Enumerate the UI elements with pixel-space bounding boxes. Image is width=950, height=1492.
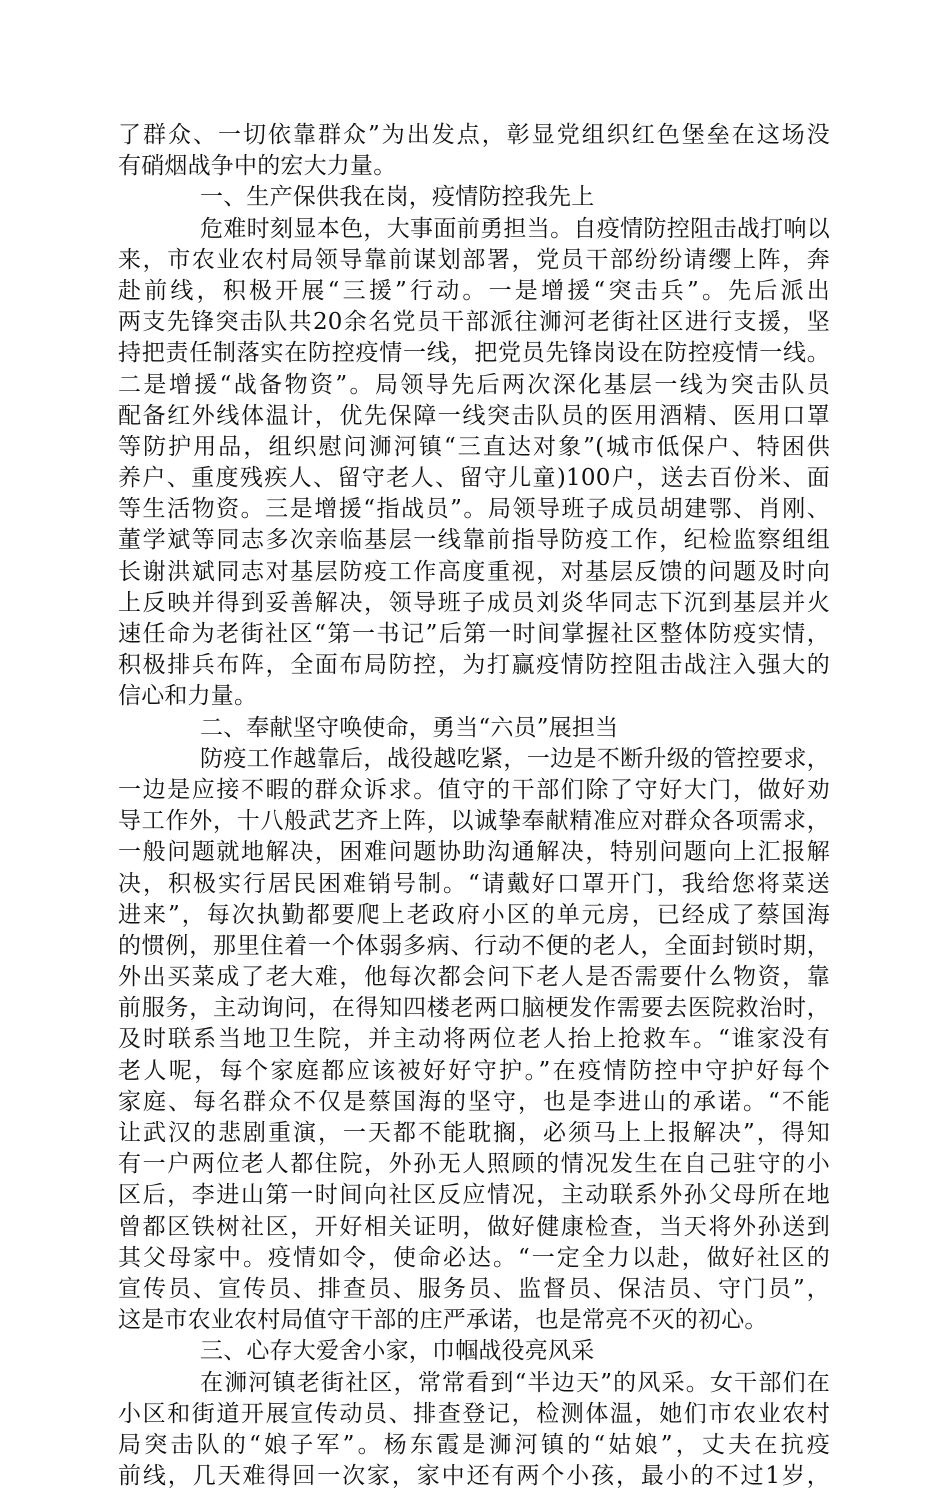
text-line: 家庭、每名群众不仅是蔡国海的坚守，也是李进山的承诺。“不能 [118,1088,830,1115]
text-line: 外出买菜成了老大难，他每次都会问下老人是否需要什么物资，靠 [118,964,830,991]
text-line: 导工作外，十八般武艺齐上阵，以诚挚奉献精准应对群众各项需求， [118,808,830,835]
text-line: 曾都区铁树社区，开好相关证明，做好健康检查，当天将外孙送到 [118,1213,830,1240]
text-line: 老人呢，每个家庭都应该被好好守护。”在疫情防控中守护好每个 [118,1057,830,1084]
section-heading: 三、心存大爱舍小家，巾帼战役亮风采 [200,1338,595,1365]
text-line: 养户、重度残疾人、留守老人、留守儿童)100户，送去百份米、面 [118,465,830,492]
document-page [118,120,830,1492]
text-line: 上反映并得到妥善解决，领导班子成员刘炎华同志下沉到基层并火 [118,589,830,616]
text-line: 速任命为老街社区“第一书记”后第一时间掌握社区整体防疫实情， [118,621,830,647]
text-line: 防疫工作越靠后，战役越吃紧，一边是不断升级的管控要求， [200,745,830,772]
text-line: 小区和街道开展宣传动员、排查登记，检测体温，她们市农业农村 [118,1400,830,1427]
text-line: 局突击队的“娘子军”。杨东霞是浉河镇的“姑娘”，丈夫在抗疫 [118,1431,830,1458]
text-line: 了群众、一切依靠群众”为出发点，彰显党组织红色堡垒在这场没 [118,122,830,148]
text-line: 赴前线，积极开展“三援”行动。一是增援“突击兵”。先后派出 [118,277,830,304]
text-line: 积极排兵布阵，全面布局防控，为打赢疫情防控阻击战注入强大的 [118,652,830,679]
text-line: 持把责任制落实在防控疫情一线，把党员先锋岗设在防控疫情一线。 [118,340,830,367]
section-heading: 一、生产保供我在岗，疫情防控我先上 [200,184,595,211]
text-line: 有一户两位老人都住院，外孙无人照顾的情况发生在自己驻守的小 [118,1151,830,1178]
text-line: 宣传员、宣传员、排查员、服务员、监督员、保洁员、守门员”， [118,1275,830,1302]
text-line: 配备红外线体温计，优先保障一线突击队员的医用酒精、医用口罩 [118,402,830,429]
text-line: 及时联系当地卫生院，并主动将两位老人抬上抢救车。“谁家没有 [118,1026,830,1053]
text-line: 信心和力量。 [118,683,258,710]
text-line: 进来”，每次执勤都要爬上老政府小区的单元房，已经成了蔡国海 [118,901,830,928]
text-line: 等生活物资。三是增援“指战员”。局领导班子成员胡建鄂、肖刚、 [118,496,830,523]
text-line: 一边是应接不暇的群众诉求。值守的干部们除了守好大门，做好劝 [118,776,830,803]
text-line: 危难时刻显本色，大事面前勇担当。自疫情防控阻击战打响以 [200,215,830,242]
text-line: 有硝烟战争中的宏大力量。 [118,153,397,180]
text-line: 董学斌等同志多次亲临基层一线靠前指导防疫工作，纪检监察组组 [118,527,830,554]
text-line: 这是市农业农村局值守干部的庄严承诺，也是常亮不灭的初心。 [118,1307,768,1334]
text-line: 在浉河镇老街社区，常常看到“半边天”的风采。女干部们在 [200,1369,830,1396]
section-heading: 二、奉献坚守唤使命，勇当“六员”展担当 [200,714,619,741]
text-line: 让武汉的悲剧重演，一天都不能耽搁，必须马上上报解决”，得知 [118,1120,830,1146]
text-line: 决，积极实行居民困难销号制。“请戴好口罩开门，我给您将菜送 [118,870,830,897]
text-line: 长谢洪斌同志对基层防疫工作高度重视，对基层反馈的问题及时向 [118,558,830,585]
text-line: 一般问题就地解决，困难问题协助沟通解决，特别问题向上汇报解 [118,839,830,866]
text-line: 的惯例，那里住着一个体弱多病、行动不便的老人，全面封锁时期， [118,932,830,959]
text-line: 前线，几天难得回一次家，家中还有两个小孩，最小的不过1岁， [118,1463,830,1490]
text-line: 两支先锋突击队共20余名党员干部派往浉河老街社区进行支援，坚 [118,309,830,336]
text-line: 来，市农业农村局领导靠前谋划部署，党员干部纷纷请缨上阵，奔 [118,246,830,273]
text-line: 区后，李进山第一时间向社区反应情况，主动联系外孙父母所在地 [118,1182,830,1209]
text-line: 前服务，主动询问，在得知四楼老两口脑梗发作需要去医院救治时， [118,995,830,1022]
text-line: 二是增援“战备物资”。局领导先后两次深化基层一线为突击队员 [118,371,830,398]
text-line: 其父母家中。疫情如令，使命必达。“一定全力以赴，做好社区的 [118,1244,830,1271]
text-line: 等防护用品，组织慰问浉河镇“三直达对象”(城市低保户、特困供 [118,433,830,460]
